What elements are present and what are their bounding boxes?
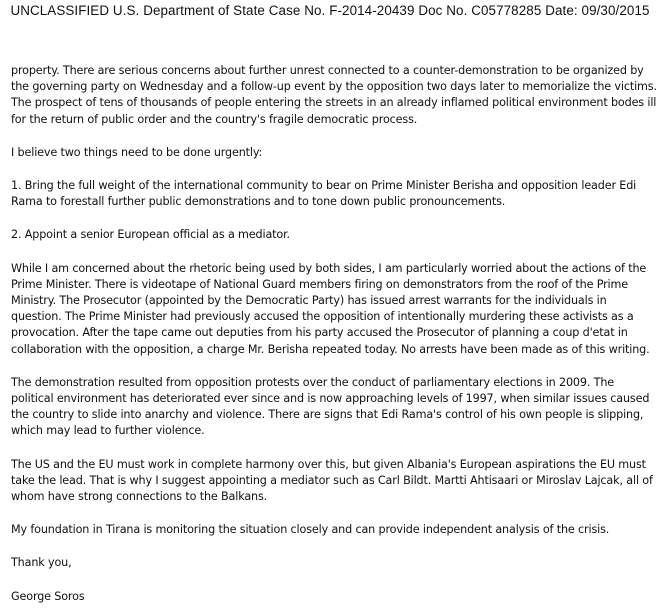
paragraph-unrest-concerns: property. There are serious concerns about further unrest connected to a counter-demonstration to be organized by the governing party on Wednesday and a follow-up event by the opposition two days later to memorialize the victims. The prospect of tens of thousands of people entering the streets in an already inflamed political environment bodes ill for the return of public order and the country's fragile democratic process. — [11, 64, 657, 126]
paragraph-action-one: 1. Bring the full weight of the international community to bear on Prime Minister Berisha and opposition leader Edi Rama to forestall further public demonstrations and to tone down public pronouncements. — [11, 179, 637, 209]
paragraph-foundation-monitoring: My foundation in Tirana is monitoring the situation closely and can provide independent analysis of the crisis. — [11, 523, 610, 537]
letter-signature: George Soros — [11, 589, 85, 603]
paragraph-demonstration-background: The demonstration resulted from opposition protests over the conduct of parliamentary elections in 2009. The political environment has deteriorated ever since and is now approaching levels of 1997, when similar issues caused the country to slide into anarchy and violence. There are signs that Edi Rama's control of his own people is slipping, which may lead to further violence. — [11, 375, 650, 438]
paragraph-urgent-actions-intro: I believe two things need to be done urgently: — [11, 145, 263, 159]
paragraph-us-eu-harmony: The US and the EU must work in complete harmony over this, but given Albania's European aspirations the EU must take the lead. That is why I suggest appointing a mediator such as Carl Bildt. Martti Ahtisaari or Miroslav Lajcak, all of whom have strong connections to the Balkans. — [11, 457, 653, 504]
paragraph-action-two: 2. Appoint a senior European official as a mediator. — [11, 228, 290, 242]
letter-closing: Thank you, — [11, 556, 72, 570]
declassification-header: UNCLASSIFIED U.S. Department of State Case No. F-2014-20439 Doc No. C05778285 Date: 09/30/2015 — [10, 3, 650, 18]
letter-body — [11, 63, 657, 605]
paragraph-prime-minister-actions: While I am concerned about the rhetoric being used by both sides, I am particularly worried about the actions of the Prime Minister. There is videotape of National Guard members firing on demonstrators from the roof of the Prime Ministry. The Prosecutor (appointed by the Democratic Party) has issued arrest warrants for the individuals in question. The Prime Minister had previously accused the opposition of intentionally murdering these activists as a provocation. After the tape came out deputies from his party accused the Prosecutor of planning a coup d'etat in collaboration with the opposition, a charge Mr. Berisha repeated today. No arrests have been made as of this writing. — [11, 261, 650, 356]
